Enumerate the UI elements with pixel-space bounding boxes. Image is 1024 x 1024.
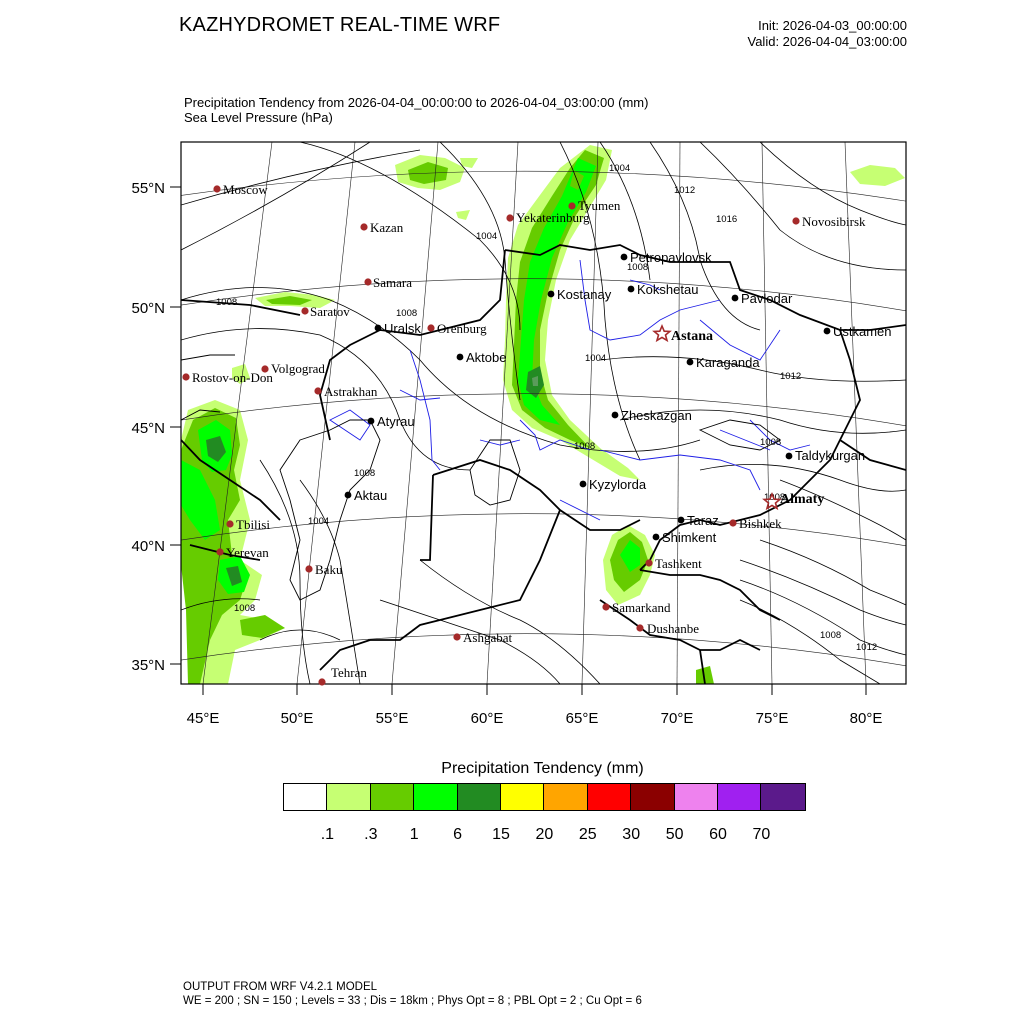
city-dot-ustkamen [824, 328, 831, 335]
legend-tick-label: .1 [320, 826, 335, 843]
lat-label: 50°N [131, 300, 165, 317]
city-label: Aktobe [466, 350, 507, 365]
city-dot-kokshetau [628, 286, 635, 293]
city-label: Petropavlovsk [630, 250, 712, 265]
city-dot-kyzylorda [580, 481, 587, 488]
legend-tick-label: 1 [409, 826, 419, 843]
city-label: Moscow [223, 182, 268, 197]
legend-tick-label: 15 [492, 826, 510, 843]
lon-label: 45°E [186, 710, 220, 727]
city-dot-tbilisi [226, 520, 233, 527]
legend-swatch [588, 784, 631, 810]
city-dot-aktau [345, 492, 352, 499]
city-label: Kazan [370, 220, 404, 235]
city-dot-aktobe [457, 354, 464, 361]
legend-swatch [371, 784, 414, 810]
city-label: Ashgabat [463, 630, 513, 645]
city-label: Samara [373, 275, 412, 290]
city-label: Taldykurgan [795, 448, 866, 463]
city-label: Tehran [331, 665, 367, 680]
city-dot-orenburg [427, 324, 434, 331]
city-dot-shimkent [653, 534, 660, 541]
isobar-label: 1008 [216, 297, 238, 308]
lat-label: 55°N [131, 180, 165, 197]
city-label: Bishkek [739, 516, 782, 531]
city-label: Novosibirsk [802, 214, 866, 229]
city-label: Rostov-on-Don [192, 370, 273, 385]
isobar-label: 1016 [716, 214, 738, 225]
legend-tick-label: 25 [578, 826, 597, 843]
color-legend-bar [283, 783, 806, 811]
city-dot-uralsk [375, 325, 382, 332]
capital-star-icon [654, 326, 670, 340]
lon-label: 55°E [375, 710, 409, 727]
legend-tick-label: .3 [364, 826, 378, 843]
city-label: Aktau [354, 488, 388, 503]
isobar-label: 1008 [764, 492, 786, 503]
city-label: Orenburg [437, 321, 487, 336]
city-dot-novosibirsk [792, 217, 799, 224]
city-dot-petropavlovsk [621, 254, 628, 261]
city-label-capital: Almaty [780, 492, 825, 507]
city-dot-kostanay [548, 291, 555, 298]
legend-swatch [718, 784, 761, 810]
model-footer [183, 980, 642, 1008]
city-label: Kokshetau [637, 282, 699, 297]
city-dot-ashgabat [453, 633, 460, 640]
lon-label: 75°E [755, 710, 789, 727]
city-label: Dushanbe [647, 621, 699, 636]
city-label: Karaganda [696, 355, 760, 370]
lon-label: 65°E [565, 710, 599, 727]
lat-label: 40°N [131, 538, 165, 555]
isobar-label: 1008 [574, 441, 596, 452]
legend-tick-label: 50 [665, 826, 684, 843]
city-label: Ustkamen [833, 324, 892, 339]
legend-swatch [327, 784, 370, 810]
isobar-label: 1008 [396, 308, 418, 319]
city-label-capital: Astana [671, 329, 714, 344]
legend-tick-label: 20 [535, 826, 554, 843]
city-dot-rostov [182, 373, 189, 380]
city-dot-kazan [360, 223, 367, 230]
precip-field-label: Precipitation Tendency from 2026-04-04_00:00:00 to 2026-04-04_03:00:00 (mm) [184, 95, 649, 110]
legend-swatch [761, 784, 804, 810]
city-dot-tashkent [645, 559, 652, 566]
legend-tick-label: 70 [752, 826, 771, 843]
legend-title: Precipitation Tendency (mm) [441, 760, 644, 777]
isobar-label: 1004 [308, 516, 330, 527]
city-label: Samarkand [612, 600, 671, 615]
legend-swatch [631, 784, 674, 810]
legend-swatch [544, 784, 587, 810]
city-dot-bishkek [729, 519, 736, 526]
city-label: Yekaterinburg [516, 210, 590, 225]
city-label: Tashkent [655, 556, 702, 571]
city-dot-samara [364, 278, 371, 285]
city-label: Volgograd [271, 361, 325, 376]
latitude-labels [131, 180, 165, 674]
city-dot-moscow [213, 185, 220, 192]
isobar-label: 1008 [820, 630, 842, 641]
city-label: Kyzylorda [589, 477, 647, 492]
isobar-label: 1004 [476, 231, 498, 242]
legend-tick-label: 30 [622, 826, 641, 843]
legend-swatch [284, 784, 327, 810]
city-label: Astrakhan [324, 384, 378, 399]
city-label: Tyumen [578, 198, 621, 213]
isobar-label: 1012 [780, 371, 802, 382]
city-label: Atyrau [377, 414, 415, 429]
city-dot-taldykurgan [786, 453, 793, 460]
city-label: Yerevan [226, 545, 269, 560]
city-dot-samarkand [602, 603, 609, 610]
lat-label: 45°N [131, 420, 165, 437]
city-label: Pavlodar [741, 291, 793, 306]
legend-swatch [501, 784, 544, 810]
lat-label: 35°N [131, 657, 165, 674]
model-config: WE = 200 ; SN = 150 ; Levels = 33 ; Dis = 18km ; Phys Opt = 8 ; PBL Opt = 2 ; Cu Opt = 6 [183, 995, 642, 1007]
city-dot-zheskazgan [612, 412, 619, 419]
city-dot-astrakhan [314, 387, 321, 394]
legend-swatch [458, 784, 501, 810]
isobar-label: 1004 [585, 353, 607, 364]
city-label: Shimkent [662, 530, 717, 545]
city-label: Baku [315, 562, 343, 577]
isobar-label: 1008 [627, 262, 649, 273]
map-title: KAZHYDROMET REAL-TIME WRF [179, 14, 501, 36]
valid-time: Valid: 2026-04-04_03:00:00 [747, 34, 907, 49]
city-label: Kostanay [557, 287, 612, 302]
city-label: Zheskazgan [621, 408, 692, 423]
lon-label: 50°E [280, 710, 314, 727]
model-version: OUTPUT FROM WRF V4.2.1 MODEL [183, 981, 378, 993]
isobar-label: 1008 [234, 603, 256, 614]
legend-tick-label: 6 [453, 826, 463, 843]
lon-label: 60°E [470, 710, 504, 727]
isobar-label: 1012 [856, 642, 878, 653]
legend-tick-label: 60 [709, 826, 727, 843]
city-label: Taraz [687, 513, 719, 528]
city-dot-yerevan [216, 548, 223, 555]
city-dot-tyumen [568, 202, 575, 209]
city-dot-pavlodar [732, 295, 739, 302]
legend-swatch [675, 784, 718, 810]
city-dot-saratov [301, 307, 308, 314]
longitude-labels [187, 710, 883, 727]
lon-label: 80°E [849, 710, 883, 727]
isobar-label: 1008 [760, 437, 782, 448]
city-dot-atyrau [368, 418, 375, 425]
slp-field-label: Sea Level Pressure (hPa) [184, 110, 333, 125]
legend-swatch [414, 784, 457, 810]
isobar-label: 1012 [674, 185, 696, 196]
city-label: Tbilisi [236, 517, 270, 532]
lon-label: 70°E [660, 710, 694, 727]
city-dot-baku [305, 565, 312, 572]
isobar-label: 1004 [609, 163, 631, 174]
city-label: Saratov [310, 304, 350, 319]
city-dot-dushanbe [636, 624, 643, 631]
city-dot-taraz [678, 517, 685, 524]
isobar-label: 1008 [354, 468, 376, 479]
init-time: Init: 2026-04-03_00:00:00 [758, 18, 907, 33]
city-label: Uralsk [384, 321, 421, 336]
city-dot-karaganda [687, 359, 694, 366]
city-dot-yekaterinburg [506, 214, 513, 221]
city-dot-tehran [318, 678, 325, 685]
